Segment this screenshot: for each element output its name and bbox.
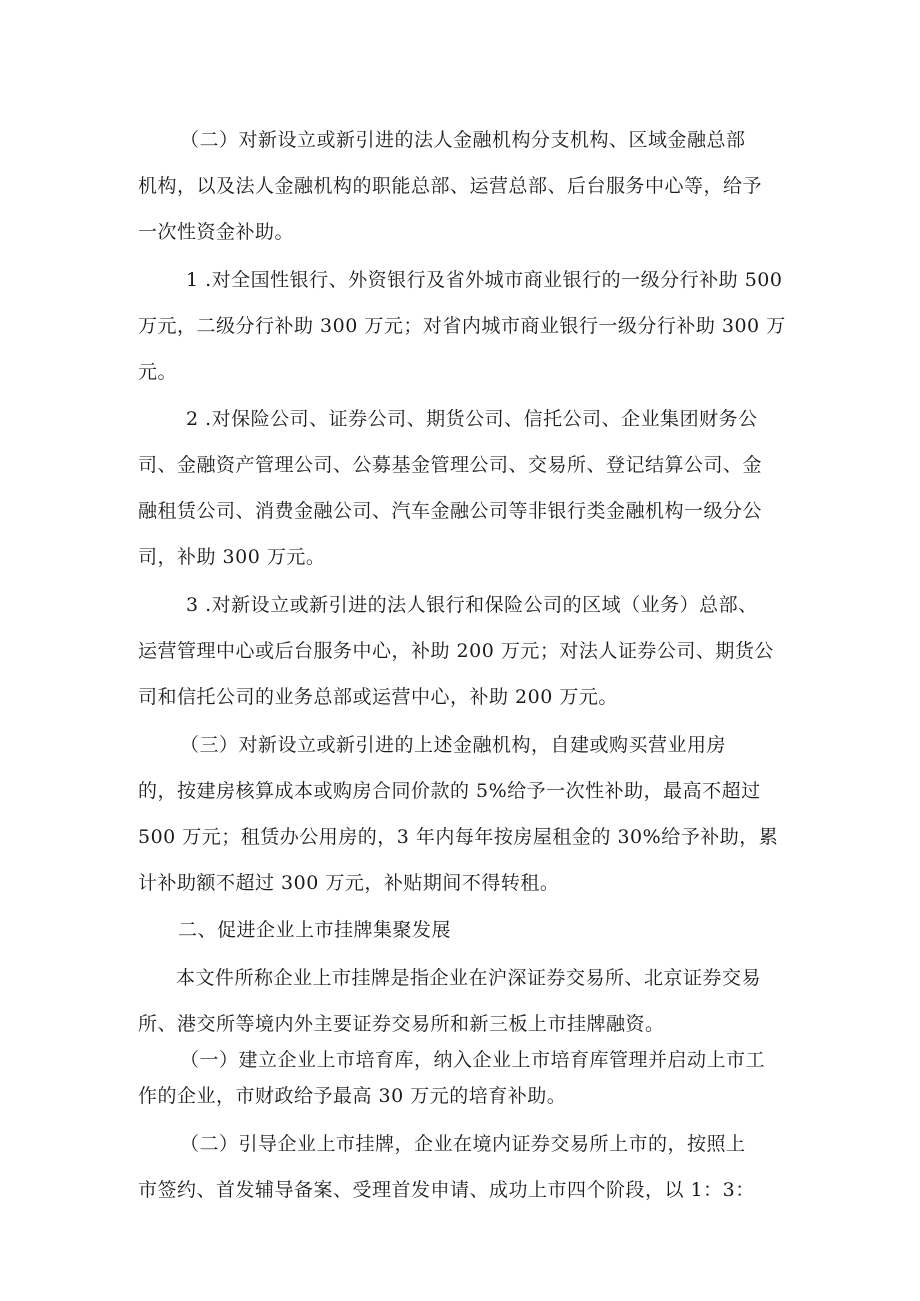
text-line: （二）引导企业上市挂牌，企业在境内证券交易所上市的，按照上 — [180, 1133, 746, 1155]
text-line: 3 .对新设立或新引进的法人银行和保险公司的区域（业务）总部、 — [186, 594, 758, 616]
text-line: （三）对新设立或新引进的上述金融机构，自建或购买营业用房 — [180, 734, 727, 756]
text-line: 司、金融资产管理公司、公募基金管理公司、交易所、登记结算公司、金 — [138, 454, 763, 476]
text-line: （二）对新设立或新引进的法人金融机构分支机构、区域金融总部 — [180, 129, 746, 151]
text-line: 计补助额不超过 300 万元，补贴期间不得转租。 — [138, 872, 560, 894]
text-line: 的，按建房核算成本或购房合同价款的 5%给予一次性补助，最高不超过 — [138, 780, 761, 802]
text-line: 1 .对全国性银行、外资银行及省外城市商业银行的一级分行补助 500 — [186, 269, 783, 291]
section-heading: 二、促进企业上市挂牌集聚发展 — [178, 919, 452, 941]
text-line: （一）建立企业上市培育库，纳入企业上市培育库管理并启动上市工 — [180, 1049, 766, 1071]
text-line: 司，补助 300 万元。 — [138, 546, 326, 568]
text-line: 司和信托公司的业务总部或运营中心，补助 200 万元。 — [138, 686, 618, 708]
text-line: 万元，二级分行补助 300 万元；对省内城市商业银行一级分行补助 300 万 — [138, 315, 786, 337]
text-line: 2 .对保险公司、证券公司、期货公司、信托公司、企业集团财务公 — [186, 408, 758, 430]
text-line: 作的企业，市财政给予最高 30 万元的培育补助。 — [138, 1085, 567, 1107]
text-line: 本文件所称企业上市挂牌是指企业在沪深证券交易所、北京证券交易 — [176, 967, 762, 989]
text-line: 一次性资金补助。 — [138, 221, 295, 243]
text-line: 运营管理中心或后台服务中心，补助 200 万元；对法人证券公司、期货公 — [138, 640, 774, 662]
text-line: 所、港交所等境内外主要证券交易所和新三板上市挂牌融资。 — [138, 1013, 665, 1035]
text-line: 机构，以及法人金融机构的职能总部、运营总部、后台服务中心等，给予 — [138, 175, 763, 197]
text-line: 市签约、首发辅导备案、受理首发申请、成功上市四个阶段，以 1：3： — [138, 1179, 755, 1201]
text-line: 500 万元；租赁办公用房的，3 年内每年按房屋租金的 30%给予补助，累 — [138, 826, 779, 848]
text-line: 元。 — [138, 361, 178, 383]
text-line: 融租赁公司、消费金融公司、汽车金融公司等非银行类金融机构一级分公 — [138, 500, 763, 522]
